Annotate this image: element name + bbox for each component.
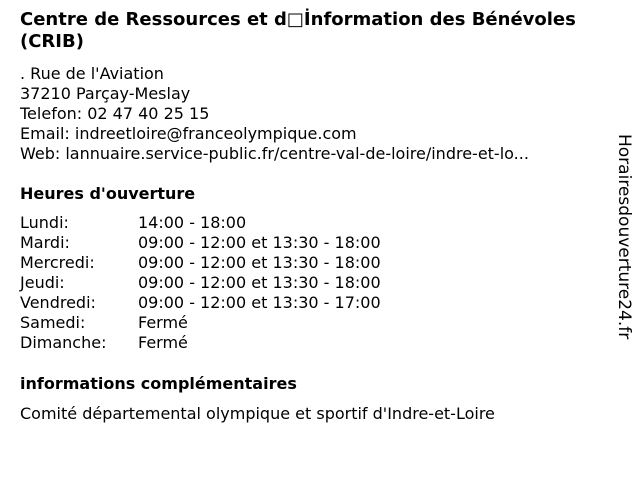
- day-hours: Fermé: [138, 313, 188, 332]
- watermark: Horairesdouverture24.fr: [614, 134, 634, 340]
- postal-city: 37210 Parçay-Meslay: [20, 84, 191, 103]
- day-label: Mardi:: [20, 233, 70, 252]
- opening-hours-heading: Heures d'ouverture: [20, 184, 196, 203]
- day-label: Dimanche:: [20, 333, 107, 352]
- additional-info-text: Comité départemental olympique et sportif d'Indre-et-Loire: [20, 404, 495, 423]
- website: Web: lannuaire.service-public.fr/centre-val-de-loire/indre-et-lo...: [20, 144, 529, 163]
- day-hours: 09:00 - 12:00 et 13:30 - 18:00: [138, 273, 381, 292]
- day-label: Samedi:: [20, 313, 86, 332]
- address-block: [20, 64, 529, 164]
- day-hours: 09:00 - 12:00 et 13:30 - 18:00: [138, 233, 381, 252]
- phone-number: Telefon: 02 47 40 25 15: [20, 104, 210, 123]
- day-label: Jeudi:: [20, 273, 65, 292]
- page-title: Centre de Ressources et d□İnformation des Bénévoles (CRIB): [20, 9, 576, 52]
- day-label: Mercredi:: [20, 253, 95, 272]
- day-hours: 09:00 - 12:00 et 13:30 - 17:00: [138, 293, 381, 312]
- day-hours: 09:00 - 12:00 et 13:30 - 18:00: [138, 253, 381, 272]
- email-address: Email: indreetloire@franceolympique.com: [20, 124, 357, 143]
- day-label: Vendredi:: [20, 293, 96, 312]
- day-hours: 14:00 - 18:00: [138, 213, 247, 232]
- day-label: Lundi:: [20, 213, 69, 232]
- street-address: . Rue de l'Aviation: [20, 64, 164, 83]
- additional-info-heading: informations complémentaires: [20, 374, 297, 393]
- day-hours: Fermé: [138, 333, 188, 352]
